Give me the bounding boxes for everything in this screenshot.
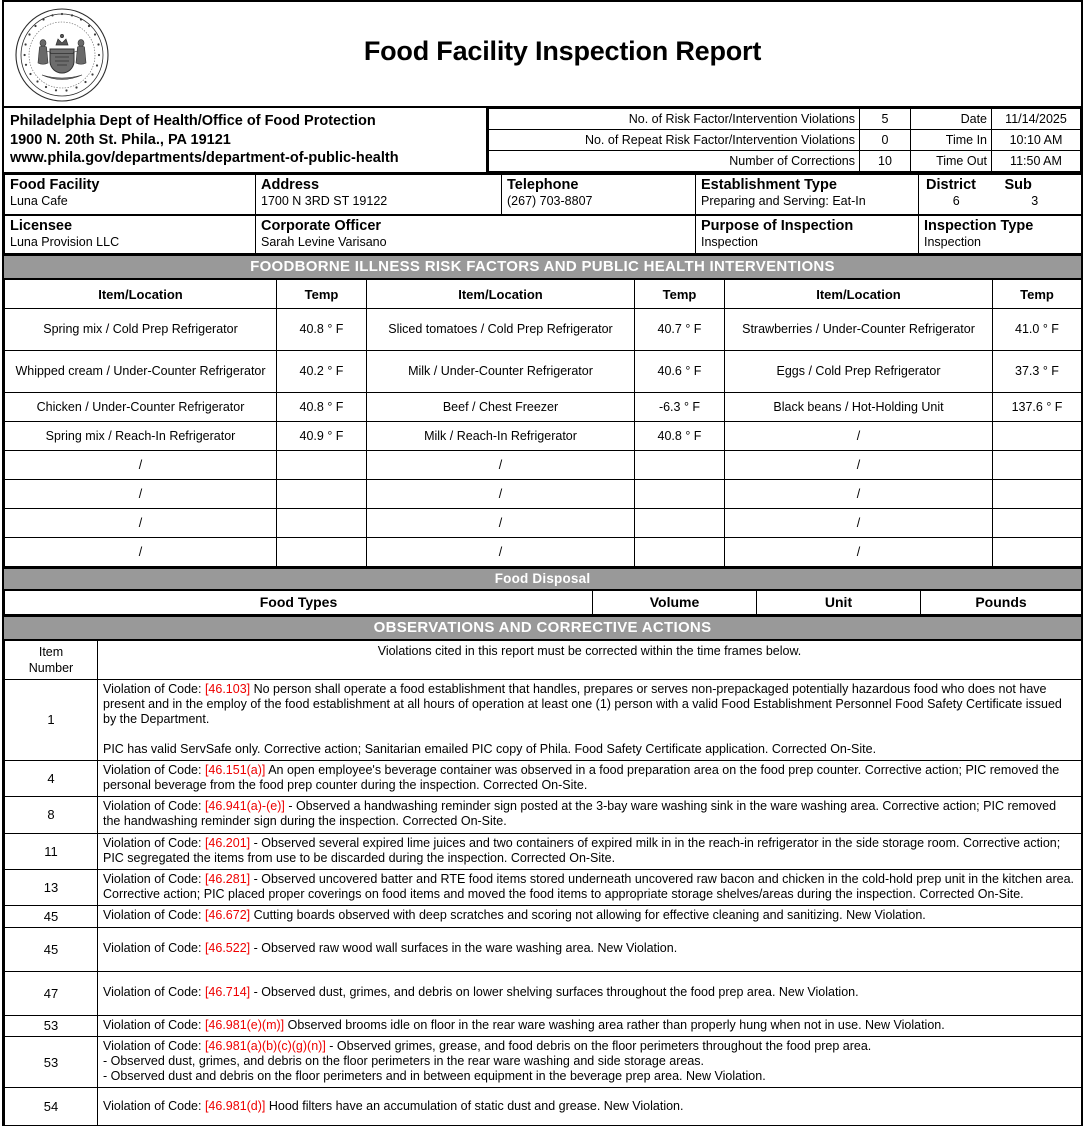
violation-code: [46.981(e)(m)]: [204, 1017, 285, 1032]
temp-item: /: [725, 538, 993, 567]
temp-value: [635, 451, 725, 480]
temp-value: -6.3 ° F: [635, 393, 725, 422]
violation-code: [46.941(a)-(e)]: [204, 799, 285, 814]
department-website: www.phila.gov/departments/department-of-public-health: [10, 150, 399, 166]
violation-code: [46.281]: [204, 872, 251, 887]
sub-value: 3: [1031, 194, 1039, 208]
temp-item: /: [725, 480, 993, 509]
violation-item-number: 54: [5, 1088, 98, 1126]
department-street: 1900 N. 20th St. Phila., PA 19121: [10, 131, 231, 148]
facility-info-table: [4, 174, 1082, 254]
department-name: Philadelphia Dept of Health/Office of Food Protection: [10, 113, 376, 129]
inspection-type-cell: [919, 215, 1082, 254]
temp-header-temp-1: Temp: [277, 280, 367, 309]
sub-label: Sub: [1004, 177, 1032, 193]
violation-text: [98, 971, 1082, 1015]
counts-table: [488, 108, 1081, 172]
temp-value: 40.8 ° F: [635, 422, 725, 451]
temp-value: [993, 451, 1082, 480]
address-value: 1700 N 3RD ST 19122: [261, 194, 388, 208]
repeat-risk-factor-violations-value: 0: [860, 130, 911, 151]
licensee-label: Licensee: [10, 218, 73, 234]
violation-code: [46.201]: [204, 835, 251, 850]
violation-description: - Observed uncovered batter and RTE food items stored underneath uncovered raw bacon and chicken in the cold-hold prep unit in the kitchen area. Corrective action; PIC placed proper coverings on food items and moved the food items to appropriate storage shelves/areas during the inspection. Corrected On-Site.: [103, 872, 1075, 902]
telephone-cell: [502, 175, 696, 216]
temp-item: /: [367, 480, 635, 509]
temp-value: 40.2 ° F: [277, 351, 367, 393]
violation-prefix: Violation of Code:: [103, 985, 202, 1000]
disposal-header-pounds: Pounds: [921, 591, 1082, 615]
corporate-officer-cell: [256, 215, 696, 254]
violation-description: Hood filters have an accumulation of static dust and grease. New Violation.: [265, 1098, 684, 1113]
temp-value: [993, 509, 1082, 538]
temp-header-temp-3: Temp: [993, 280, 1082, 309]
violation-text: [98, 927, 1082, 971]
table-row: [489, 151, 1081, 172]
establishment-type-cell: [696, 175, 919, 216]
temp-value: [635, 480, 725, 509]
temp-value: [277, 480, 367, 509]
violation-prefix: Violation of Code:: [103, 682, 202, 696]
table-row: [5, 760, 1082, 796]
disposal-header-unit: Unit: [757, 591, 921, 615]
sub-col: [1003, 177, 1082, 209]
violation-item-number: 45: [5, 927, 98, 971]
district-label: District: [926, 177, 976, 193]
temp-header-item-2: Item/Location: [367, 280, 635, 309]
table-row: [5, 1036, 1082, 1088]
address-cell: [256, 175, 502, 216]
address-label: Address: [261, 177, 320, 193]
violation-prefix: Violation of Code:: [103, 908, 202, 923]
food-facility-cell: [5, 175, 256, 216]
temp-value: 37.3 ° F: [993, 351, 1082, 393]
violation-code: [46.522]: [204, 941, 251, 956]
violation-description: - Observed grimes, grease, and food debris on the floor perimeters throughout the food prep area.: [325, 1038, 872, 1053]
violation-text: [98, 680, 1082, 761]
violation-description: No person shall operate a food establishment that handles, prepares or serves non-prepackaged potentially hazardous food who does not have present and in the employ of the food establishment at all hours of operation at least one (1) person with a valid Food Establishment Personnel Food Safety Certificate issued by the Department.: [103, 682, 1062, 727]
temp-header-temp-2: Temp: [635, 280, 725, 309]
item-number-header: [5, 641, 98, 680]
item-number-header-line2: Number: [28, 661, 74, 675]
temp-value: 40.8 ° F: [277, 393, 367, 422]
temp-item: Milk / Reach-In Refrigerator: [367, 422, 635, 451]
page-title: Food Facility Inspection Report: [363, 36, 762, 66]
violation-description: - Observed raw wood wall surfaces in the ware washing area. New Violation.: [250, 941, 678, 956]
temp-item: /: [5, 538, 277, 567]
table-row: [5, 351, 1082, 393]
violation-text: [98, 1088, 1082, 1126]
report-header: [4, 2, 1081, 108]
violation-item-number: 53: [5, 1036, 98, 1088]
temp-value: 137.6 ° F: [993, 393, 1082, 422]
table-row: [5, 797, 1082, 833]
temp-header-item-3: Item/Location: [725, 280, 993, 309]
violation-item-number: 11: [5, 833, 98, 869]
temp-value: 40.7 ° F: [635, 309, 725, 351]
violation-code: [46.672]: [204, 908, 251, 923]
violation-text: [98, 1015, 1082, 1036]
table-row: [5, 680, 1082, 761]
inspection-type-label: Inspection Type: [924, 218, 1034, 234]
violation-prefix: Violation of Code:: [103, 835, 202, 850]
district-sub-cell: [919, 175, 1082, 216]
time-out-label: Time Out: [911, 151, 992, 172]
temp-item: /: [367, 538, 635, 567]
temp-item: Beef / Chest Freezer: [367, 393, 635, 422]
table-row: [5, 906, 1082, 927]
temp-item: /: [5, 509, 277, 538]
violation-description: - Observed dust, grimes, and debris on lower shelving surfaces throughout the food prep area. New Violation.: [250, 985, 859, 1000]
table-row: [5, 422, 1082, 451]
temp-value: [277, 451, 367, 480]
corporate-officer-label: Corporate Officer: [261, 218, 382, 234]
food-facility-value: Luna Cafe: [10, 194, 68, 208]
table-row: [5, 1088, 1082, 1126]
temp-value: [993, 538, 1082, 567]
violation-item-number: 53: [5, 1015, 98, 1036]
table-row: [5, 971, 1082, 1015]
establishment-type-value: Preparing and Serving: Eat-In: [701, 194, 866, 208]
table-row: [489, 130, 1081, 151]
violation-code: [46.981(d)]: [204, 1098, 266, 1113]
temp-item: /: [5, 451, 277, 480]
repeat-risk-factor-violations-label: No. of Repeat Risk Factor/Intervention Violations: [489, 130, 860, 151]
violation-item-number: 8: [5, 797, 98, 833]
temp-value: 40.6 ° F: [635, 351, 725, 393]
temp-value: [635, 538, 725, 567]
table-row: [5, 509, 1082, 538]
department-and-counts-row: [4, 108, 1081, 174]
temp-value: [993, 422, 1082, 451]
temp-item: Strawberries / Under-Counter Refrigerator: [725, 309, 993, 351]
violation-text: [98, 1036, 1082, 1088]
violation-prefix: Violation of Code:: [103, 1098, 202, 1113]
observations-table: [4, 640, 1082, 1126]
purpose-of-inspection-value: Inspection: [701, 235, 758, 249]
disposal-header-food-types: Food Types: [5, 591, 593, 615]
food-disposal-banner: Food Disposal: [4, 567, 1081, 590]
violation-text: [98, 870, 1082, 906]
risk-factor-violations-value: 5: [860, 109, 911, 130]
temp-item: Spring mix / Cold Prep Refrigerator: [5, 309, 277, 351]
violation-code: [46.103]: [204, 682, 251, 696]
telephone-value: (267) 703-8807: [507, 194, 593, 208]
temp-value: 40.8 ° F: [277, 309, 367, 351]
temp-item: Sliced tomatoes / Cold Prep Refrigerator: [367, 309, 635, 351]
violation-prefix: Violation of Code:: [103, 1038, 202, 1053]
violation-description: - Observed a handwashing reminder sign posted at the 3-bay ware washing sink in the ware washing area. Corrective action; PIC removed the handwashing reminder sign during the inspection. Corrected On-Site.: [103, 799, 1057, 829]
counts-table-wrap: [488, 108, 1081, 172]
telephone-label: Telephone: [507, 177, 579, 193]
table-row: [5, 833, 1082, 869]
violation-code: [46.714]: [204, 985, 251, 1000]
temperature-table: [4, 279, 1082, 567]
purpose-of-inspection-cell: [696, 215, 919, 254]
purpose-of-inspection-label: Purpose of Inspection: [701, 218, 854, 234]
violation-prefix: Violation of Code:: [103, 872, 202, 887]
disposal-header-volume: Volume: [593, 591, 757, 615]
temp-item: /: [367, 509, 635, 538]
date-value: 11/14/2025: [992, 109, 1081, 130]
table-header-row: [5, 280, 1082, 309]
temp-item: /: [725, 509, 993, 538]
time-in-label: Time In: [911, 130, 992, 151]
temp-item: Whipped cream / Under-Counter Refrigerator: [5, 351, 277, 393]
table-row: [5, 480, 1082, 509]
temp-value: 40.9 ° F: [277, 422, 367, 451]
establishment-type-label: Establishment Type: [701, 177, 837, 193]
time-out-value: 11:50 AM: [992, 151, 1081, 172]
item-number-header-line1: Item: [38, 645, 64, 659]
table-row: [5, 215, 1082, 254]
violations-note: Violations cited in this report must be corrected within the time frames below.: [98, 641, 1082, 680]
table-row: [5, 927, 1082, 971]
table-header-row: [5, 591, 1082, 615]
table-row: [5, 393, 1082, 422]
violation-text: [98, 797, 1082, 833]
violation-text: [98, 906, 1082, 927]
violation-item-number: 45: [5, 906, 98, 927]
temp-item: Chicken / Under-Counter Refrigerator: [5, 393, 277, 422]
temp-value: [635, 509, 725, 538]
violation-item-number: 13: [5, 870, 98, 906]
violation-description-line3: - Observed dust and debris on the floor perimeters and in between equipment in the beverage prep area. New Violation.: [103, 1069, 766, 1084]
food-facility-label: Food Facility: [10, 177, 100, 193]
table-row: [5, 309, 1082, 351]
temp-value: [993, 480, 1082, 509]
table-header-row: [5, 641, 1082, 680]
inspection-type-value: Inspection: [924, 235, 981, 249]
temp-value: [277, 509, 367, 538]
violation-prefix: Violation of Code:: [103, 941, 202, 956]
department-address-block: [4, 108, 488, 172]
violation-description-line2: - Observed dust, grimes, and debris on the floor perimeters in the rear ware washing and side storage areas.: [103, 1054, 705, 1069]
licensee-value: Luna Provision LLC: [10, 235, 120, 249]
temp-item: Eggs / Cold Prep Refrigerator: [725, 351, 993, 393]
violation-corrective-action: PIC has valid ServSafe only. Corrective action; Sanitarian emailed PIC copy of Phila. Food Safety Certificate application. Corrected On-Site.: [103, 741, 877, 756]
district-col: [924, 177, 1003, 209]
violation-item-number: 47: [5, 971, 98, 1015]
time-in-value: 10:10 AM: [992, 130, 1081, 151]
temp-item: /: [725, 451, 993, 480]
violation-description: An open employee's beverage container was observed in a food preparation area on the food prep counter. Corrective action; PIC removed the personal beverage from the food prep counter during the inspection. Corrected On-Site.: [103, 762, 1060, 793]
temp-item: /: [5, 480, 277, 509]
violation-item-number: 4: [5, 760, 98, 796]
number-of-corrections-label: Number of Corrections: [489, 151, 860, 172]
violation-description: Observed brooms idle on floor in the rear ware washing area rather than properly hung when not in use. New Violation.: [284, 1017, 945, 1032]
risk-factor-violations-label: No. of Risk Factor/Intervention Violations: [489, 109, 860, 130]
violation-prefix: Violation of Code:: [103, 799, 202, 814]
violation-description: - Observed several expired lime juices and two containers of expired milk in in the reach-in refrigerator in the side storage room. Corrective action; PIC segregated the items from use to be discarded during the inspection. Corrected On-Site.: [103, 835, 1061, 865]
table-row: [5, 1015, 1082, 1036]
food-disposal-table: [4, 590, 1082, 615]
temp-value: 41.0 ° F: [993, 309, 1082, 351]
temp-item: Black beans / Hot-Holding Unit: [725, 393, 993, 422]
violation-code: [46.981(a)(b)(c)(g)(n)]: [204, 1038, 326, 1053]
report-document: [2, 0, 1083, 1126]
violation-prefix: Violation of Code:: [103, 1017, 202, 1032]
number-of-corrections-value: 10: [860, 151, 911, 172]
table-row: [5, 175, 1082, 216]
violation-text: [98, 833, 1082, 869]
temp-header-item-1: Item/Location: [5, 280, 277, 309]
table-row: [489, 109, 1081, 130]
temp-item: Milk / Under-Counter Refrigerator: [367, 351, 635, 393]
violation-text: [98, 760, 1082, 796]
observations-banner: OBSERVATIONS AND CORRECTIVE ACTIONS: [4, 615, 1081, 640]
district-value: 6: [952, 194, 960, 208]
table-row: [5, 451, 1082, 480]
violation-description: Cutting boards observed with deep scratches and scoring not allowing for effective cleaning and sanitizing. New Violation.: [250, 908, 926, 923]
table-row: [5, 538, 1082, 567]
temp-item: Spring mix / Reach-In Refrigerator: [5, 422, 277, 451]
date-label: Date: [911, 109, 992, 130]
temp-value: [277, 538, 367, 567]
corporate-officer-value: Sarah Levine Varisano: [261, 235, 387, 249]
violation-code: [46.151(a)]: [204, 762, 266, 777]
licensee-cell: [5, 215, 256, 254]
risk-factors-banner: FOODBORNE ILLNESS RISK FACTORS AND PUBLIC HEALTH INTERVENTIONS: [4, 254, 1081, 279]
temp-item: /: [725, 422, 993, 451]
violation-item-number: 1: [5, 680, 98, 761]
temp-item: /: [367, 451, 635, 480]
table-row: [5, 870, 1082, 906]
violation-prefix: Violation of Code:: [103, 762, 202, 777]
